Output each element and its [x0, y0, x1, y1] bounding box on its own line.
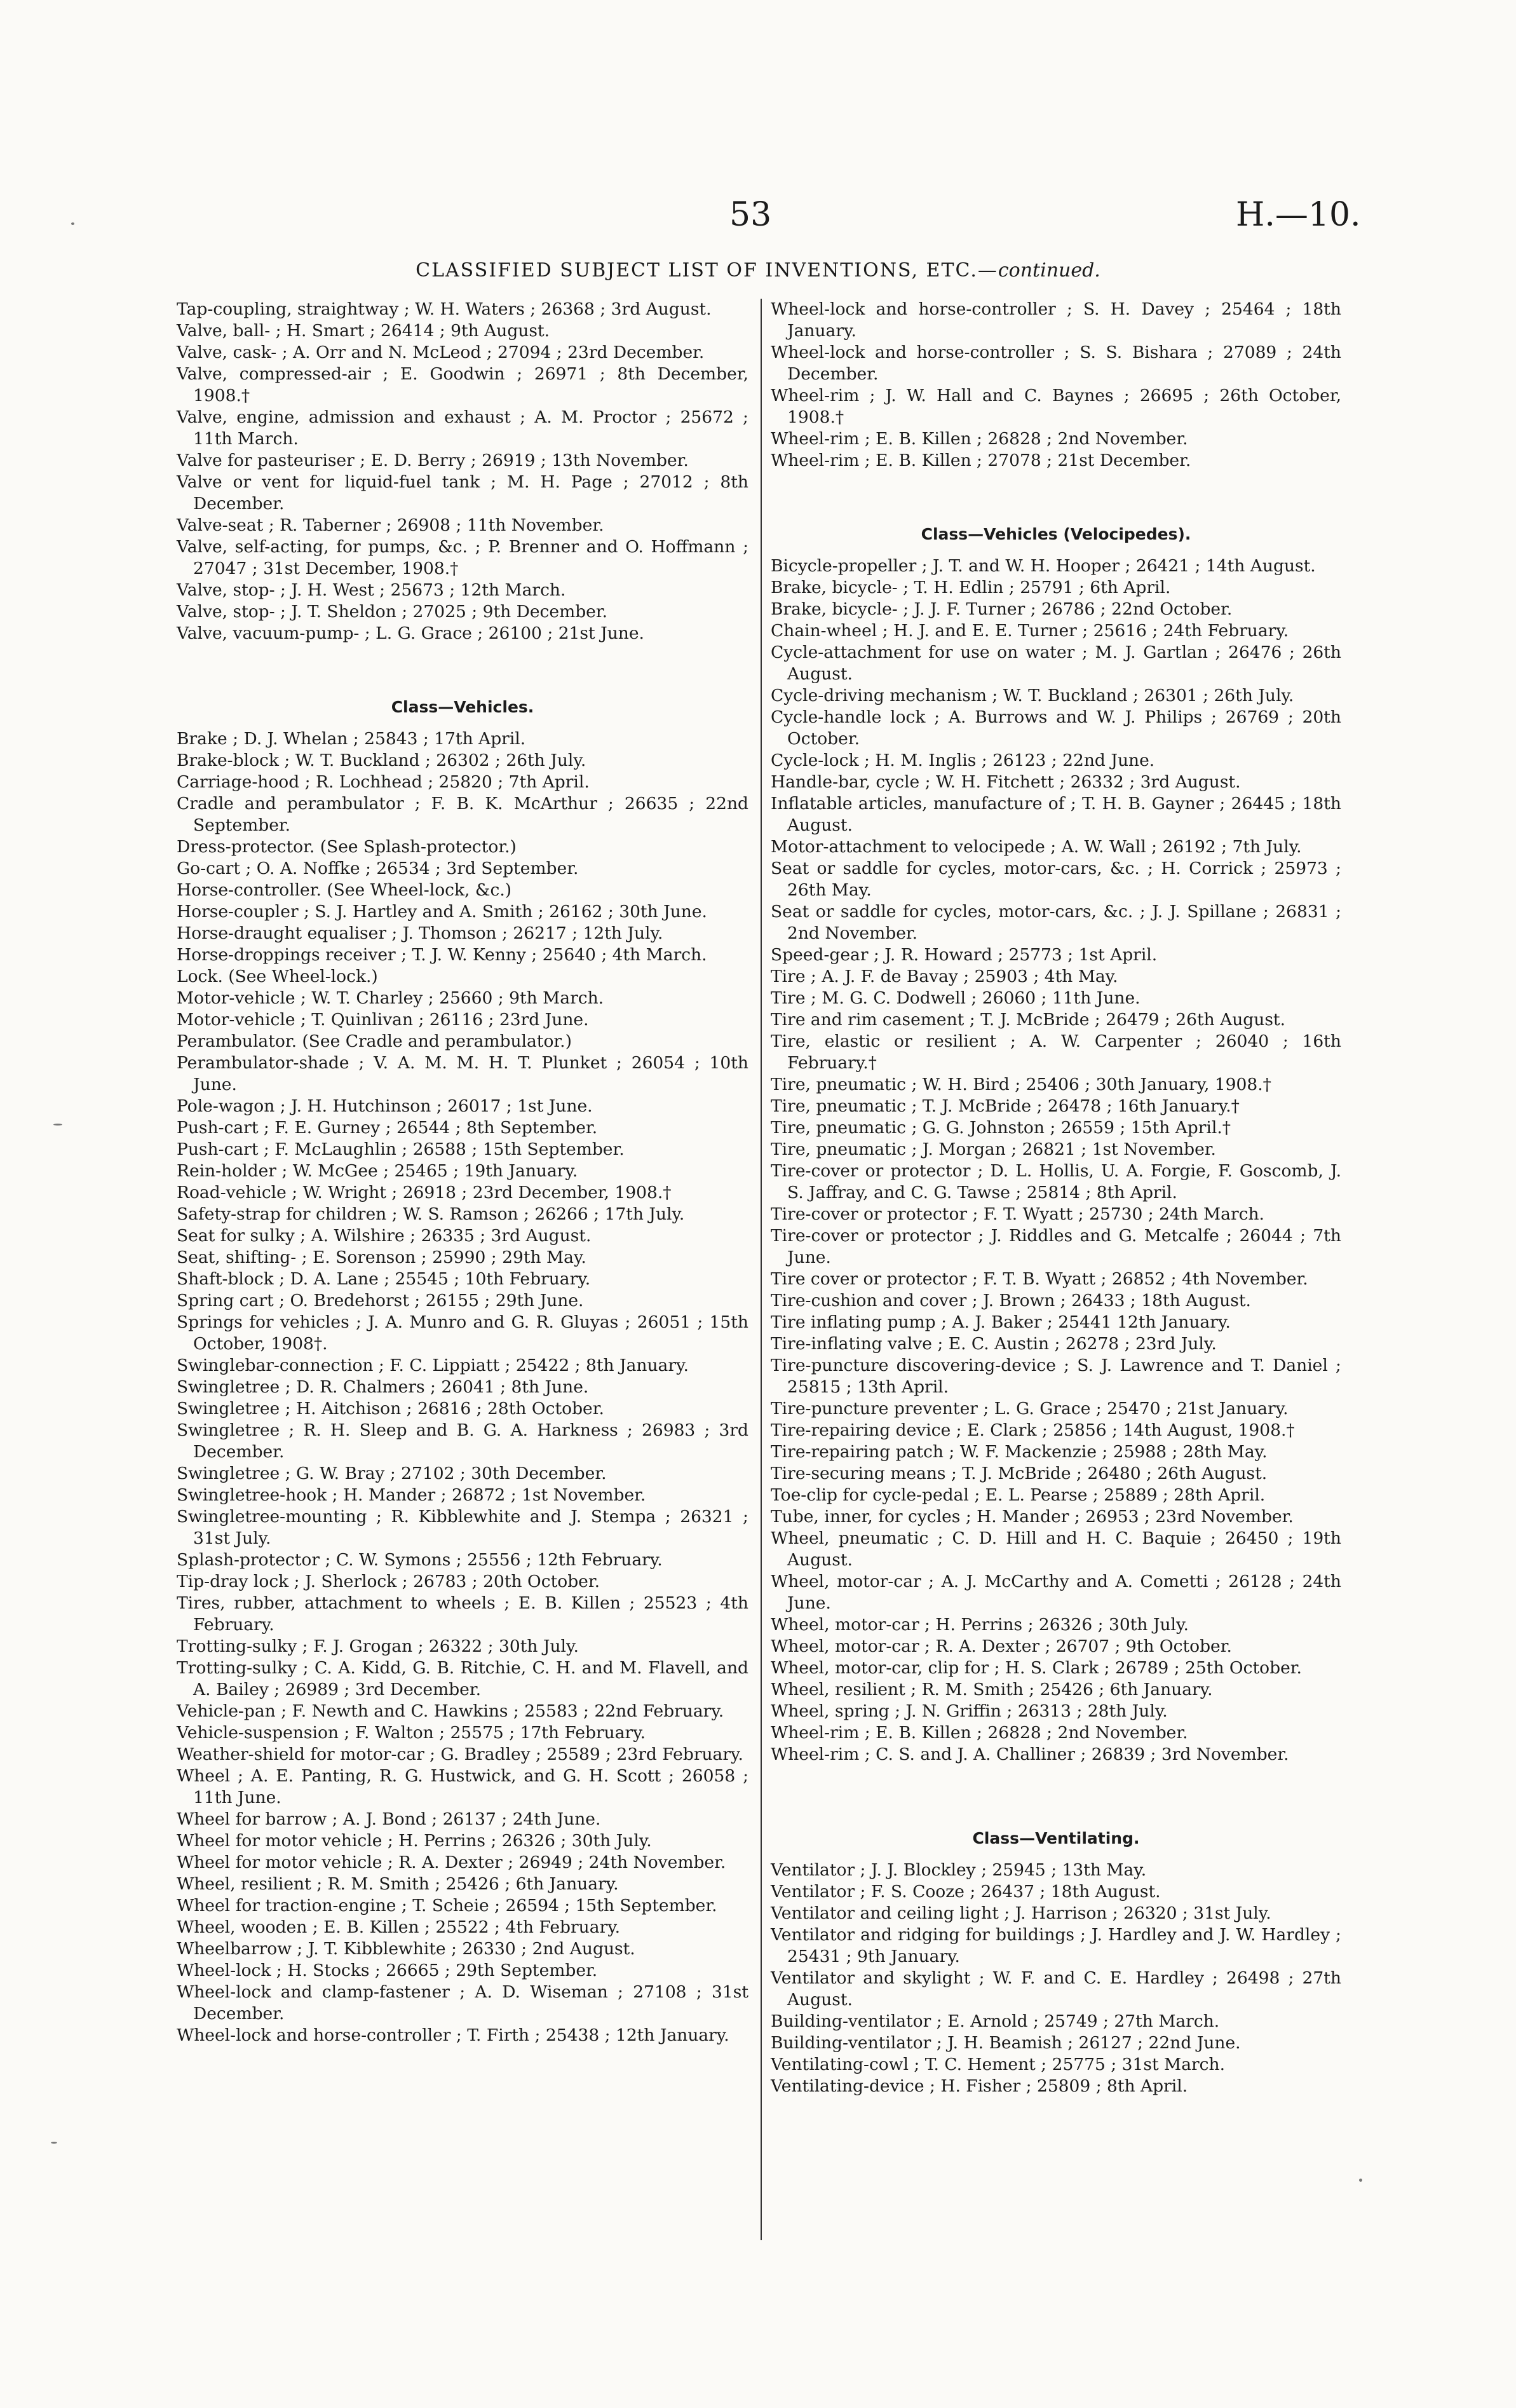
scan-speck	[1359, 2179, 1362, 2182]
list-entry: Wheel-rim ; C. S. and J. A. Challiner ; 26839 ; 3rd November.	[771, 1745, 1289, 1764]
list-entry: Tire, pneumatic ; J. Morgan ; 26821 ; 1st November.	[771, 1139, 1216, 1159]
list-entry: Tire-puncture discovering-device ; S. J. Lawrence and T. Daniel ; 25815 ; 13th April.	[771, 1356, 1341, 1397]
scan-speck	[53, 1124, 62, 1126]
list-entry: Push-cart ; F. E. Gurney ; 26544 ; 8th September.	[177, 1118, 598, 1138]
section-gap	[177, 644, 748, 680]
list-entry: Brake ; D. J. Whelan ; 25843 ; 17th April.	[177, 729, 526, 749]
list-entry: Swingletree-hook ; H. Mander ; 26872 ; 1st November.	[177, 1485, 646, 1505]
list-entry: Tire cover or protector ; F. T. B. Wyatt ; 26852 ; 4th November.	[771, 1269, 1308, 1289]
list-entry: Wheel-lock and horse-controller ; S. S. Bishara ; 27089 ; 24th December.	[771, 343, 1341, 384]
list-entry: Wheelbarrow ; J. T. Kibblewhite ; 26330 ; 2nd August.	[177, 1939, 635, 1959]
list-entry: Brake-block ; W. T. Buckland ; 26302 ; 26th July.	[177, 751, 586, 770]
list-entry: Valve, compressed-air ; E. Goodwin ; 26971 ; 8th December, 1908.†	[177, 364, 748, 405]
list-entry: Wheel ; A. E. Panting, R. G. Hustwick, and G. H. Scott ; 26058 ; 11th June.	[177, 1766, 748, 1807]
list-entry: Tire-cover or protector ; D. L. Hollis, U. A. Forgie, F. Goscomb, J. S. Jaffray, and C. G. Tawse ; 25814 ; 8th April.	[771, 1161, 1341, 1202]
ventilating-list	[771, 1860, 1341, 2097]
list-entry: Valve, stop- ; J. H. West ; 25673 ; 12th March.	[177, 580, 566, 600]
scan-speck	[51, 2142, 57, 2144]
list-entry: Swinglebar-connection ; F. C. Lippiatt ; 25422 ; 8th January.	[177, 1356, 689, 1375]
list-entry: Wheel-rim ; J. W. Hall and C. Baynes ; 26695 ; 26th October, 1908.†	[771, 386, 1341, 427]
list-entry: Valve, self-acting, for pumps, &c. ; P. Brenner and O. Hoffmann ; 27047 ; 31st December, 1908.†	[177, 537, 748, 578]
list-entry: Tire-puncture preventer ; L. G. Grace ; 25470 ; 21st January.	[771, 1399, 1289, 1418]
list-entry: Seat or saddle for cycles, motor-cars, &c. ; H. Corrick ; 25973 ; 26th May.	[771, 859, 1341, 900]
report-reference: H.—10.	[1236, 196, 1361, 234]
list-entry: Ventilating-cowl ; T. C. Hement ; 25775 ; 31st March.	[771, 2055, 1225, 2074]
list-entry: Ventilator and ceiling light ; J. Harrison ; 26320 ; 31st July.	[771, 1903, 1271, 1923]
list-entry: Weather-shield for motor-car ; G. Bradley ; 25589 ; 23rd February.	[177, 1745, 743, 1764]
class-heading-ventilating: Class—Ventilating.	[972, 1829, 1140, 1847]
list-entry: Road-vehicle ; W. Wright ; 26918 ; 23rd December, 1908.†	[177, 1183, 672, 1202]
list-entry: Cycle-attachment for use on water ; M. J. Gartlan ; 26476 ; 26th August.	[771, 643, 1341, 684]
list-entry: Tip-dray lock ; J. Sherlock ; 26783 ; 20th October.	[177, 1572, 600, 1591]
running-head	[0, 259, 1516, 282]
list-entry: Motor-vehicle ; W. T. Charley ; 25660 ; 9th March.	[177, 988, 604, 1008]
list-entry: Horse-draught equaliser ; J. Thomson ; 26217 ; 12th July.	[177, 923, 663, 943]
list-entry: Valve, vacuum-pump- ; L. G. Grace ; 26100 ; 21st June.	[177, 623, 644, 643]
list-entry: Wheel for motor vehicle ; R. A. Dexter ; 26949 ; 24th November.	[177, 1853, 726, 1872]
right-intro-list	[771, 299, 1341, 472]
list-entry: Wheel for traction-engine ; T. Scheie ; 26594 ; 15th September.	[177, 1896, 717, 1915]
list-entry: Wheel-lock and horse-controller ; S. H. Davey ; 25464 ; 18th January.	[771, 299, 1341, 341]
list-entry: Tire-repairing patch ; W. F. Mackenzie ; 25988 ; 28th May.	[771, 1442, 1268, 1462]
list-entry: Building-ventilator ; J. H. Beamish ; 26127 ; 22nd June.	[771, 2033, 1241, 2053]
list-entry: Wheel-rim ; E. B. Killen ; 27078 ; 21st December.	[771, 451, 1191, 470]
list-entry: Carriage-hood ; R. Lochhead ; 25820 ; 7th April.	[177, 772, 590, 792]
list-entry: Springs for vehicles ; J. A. Munro and G. R. Gluyas ; 26051 ; 15th October, 1908†.	[177, 1312, 748, 1354]
list-entry: Tire inflating pump ; A. J. Baker ; 25441 12th January.	[771, 1312, 1231, 1332]
list-entry: Horse-coupler ; S. J. Hartley and A. Smith ; 26162 ; 30th June.	[177, 902, 707, 922]
list-entry: Swingletree-mounting ; R. Kibblewhite and J. Stempa ; 26321 ; 31st July.	[177, 1507, 748, 1548]
list-entry: Ventilator ; F. S. Cooze ; 26437 ; 18th August.	[771, 1882, 1161, 1901]
list-entry: Trotting-sulky ; C. A. Kidd, G. B. Ritchie, C. H. and M. Flavell, and A. Bailey ; 26989 ; 3rd December.	[177, 1658, 748, 1699]
list-entry: Speed-gear ; J. R. Howard ; 25773 ; 1st April.	[771, 945, 1158, 965]
list-entry: Perambulator-shade ; V. A. M. M. H. T. Plunket ; 26054 ; 10th June.	[177, 1053, 748, 1094]
list-entry: Ventilator and skylight ; W. F. and C. E. Hardley ; 26498 ; 27th August.	[771, 1968, 1341, 2010]
list-entry: Swingletree ; R. H. Sleep and B. G. A. Harkness ; 26983 ; 3rd December.	[177, 1420, 748, 1462]
list-entry: Inflatable articles, manufacture of ; T. H. B. Gayner ; 26445 ; 18th August.	[771, 794, 1341, 835]
list-entry: Motor-vehicle ; T. Quinlivan ; 26116 ; 23rd June.	[177, 1010, 589, 1030]
list-entry: Wheel, resilient ; R. M. Smith ; 25426 ; 6th January.	[771, 1680, 1213, 1699]
list-entry: Tire ; M. G. C. Dodwell ; 26060 ; 11th June.	[771, 988, 1140, 1008]
left-column	[177, 299, 748, 2046]
list-entry: Tire-cover or protector ; F. T. Wyatt ; 25730 ; 24th March.	[771, 1204, 1264, 1224]
list-entry: Tire, elastic or resilient ; A. W. Carpenter ; 26040 ; 16th February.†	[771, 1031, 1341, 1073]
list-entry: Cycle-lock ; H. M. Inglis ; 26123 ; 22nd June.	[771, 751, 1155, 770]
list-entry: Splash-protector ; C. W. Symons ; 25556 ; 12th February.	[177, 1550, 663, 1570]
list-entry: Tire-cushion and cover ; J. Brown ; 26433 ; 18th August.	[771, 1291, 1251, 1310]
list-entry: Rein-holder ; W. McGee ; 25465 ; 19th January.	[177, 1161, 578, 1181]
page-number: 53	[729, 196, 772, 234]
list-entry: Seat or saddle for cycles, motor-cars, &c. ; J. J. Spillane ; 26831 ; 2nd November.	[771, 902, 1341, 943]
list-entry: Valve, cask- ; A. Orr and N. McLeod ; 27094 ; 23rd December.	[177, 343, 705, 362]
column-divider	[761, 299, 762, 2240]
list-entry: Bicycle-propeller ; J. T. and W. H. Hooper ; 26421 ; 14th August.	[771, 556, 1316, 576]
list-entry: Cycle-handle lock ; A. Burrows and W. J. Philips ; 26769 ; 20th October.	[771, 707, 1341, 749]
list-entry: Dress-protector. (See Splash-protector.)	[177, 837, 517, 857]
list-entry: Ventilator and ridging for buildings ; J. Hardley and J. W. Hardley ; 25431 ; 9th January.	[771, 1925, 1341, 1966]
left-intro-list	[177, 299, 748, 644]
list-entry: Seat, shifting- ; E. Sorenson ; 25990 ; 29th May.	[177, 1248, 586, 1267]
list-entry: Seat for sulky ; A. Wilshire ; 26335 ; 3rd August.	[177, 1226, 592, 1246]
list-entry: Tires, rubber, attachment to wheels ; E. B. Killen ; 25523 ; 4th February.	[177, 1593, 748, 1635]
list-entry: Wheel for barrow ; A. J. Bond ; 26137 ; 24th June.	[177, 1809, 601, 1829]
list-entry: Motor-attachment to velocipede ; A. W. Wall ; 26192 ; 7th July.	[771, 837, 1302, 857]
list-entry: Wheel-lock and horse-controller ; T. Firth ; 25438 ; 12th January.	[177, 2025, 729, 2045]
list-entry: Wheel-rim ; E. B. Killen ; 26828 ; 2nd November.	[771, 1723, 1188, 1743]
list-entry: Lock. (See Wheel-lock.)	[177, 967, 378, 986]
scan-speck	[71, 222, 74, 225]
list-entry: Tire-inflating valve ; E. C. Austin ; 26278 ; 23rd July.	[771, 1334, 1217, 1354]
right-column	[771, 299, 1341, 2097]
list-entry: Building-ventilator ; E. Arnold ; 25749 ; 27th March.	[771, 2011, 1220, 2031]
list-entry: Cradle and perambulator ; F. B. K. McArthur ; 26635 ; 22nd September.	[177, 794, 748, 835]
list-entry: Swingletree ; G. W. Bray ; 27102 ; 30th December.	[177, 1464, 607, 1483]
list-entry: Brake, bicycle- ; J. J. F. Turner ; 26786 ; 22nd October.	[771, 599, 1233, 619]
section-gap	[771, 1765, 1341, 1811]
list-entry: Trotting-sulky ; F. J. Grogan ; 26322 ; 30th July.	[177, 1636, 579, 1656]
vehicles-list	[177, 728, 748, 2046]
list-entry: Toe-clip for cycle-pedal ; E. L. Pearse ; 25889 ; 28th April.	[771, 1485, 1266, 1505]
list-entry: Go-cart ; O. A. Noffke ; 26534 ; 3rd September.	[177, 859, 579, 878]
list-entry: Wheel-rim ; E. B. Killen ; 26828 ; 2nd November.	[771, 429, 1188, 449]
list-entry: Valve or vent for liquid-fuel tank ; M. H. Page ; 27012 ; 8th December.	[177, 472, 748, 514]
list-entry: Valve-seat ; R. Taberner ; 26908 ; 11th November.	[177, 515, 604, 535]
list-entry: Wheel, pneumatic ; C. D. Hill and H. C. Baquie ; 26450 ; 19th August.	[771, 1528, 1341, 1570]
list-entry: Wheel, motor-car ; H. Perrins ; 26326 ; 30th July.	[771, 1615, 1189, 1635]
list-entry: Tire ; A. J. F. de Bavay ; 25903 ; 4th May.	[771, 967, 1118, 986]
list-entry: Vehicle-suspension ; F. Walton ; 25575 ; 17th February.	[177, 1723, 646, 1743]
list-entry: Valve for pasteuriser ; E. D. Berry ; 26919 ; 13th November.	[177, 451, 689, 470]
list-entry: Wheel-lock ; H. Stocks ; 26665 ; 29th September.	[177, 1961, 598, 1980]
list-entry: Wheel, spring ; J. N. Griffin ; 26313 ; 28th July.	[771, 1701, 1168, 1721]
list-entry: Tire, pneumatic ; W. H. Bird ; 25406 ; 30th January, 1908.†	[771, 1075, 1271, 1094]
list-entry: Wheel for motor vehicle ; H. Perrins ; 26326 ; 30th July.	[177, 1831, 652, 1851]
list-entry: Shaft-block ; D. A. Lane ; 25545 ; 10th February.	[177, 1269, 591, 1289]
list-entry: Handle-bar, cycle ; W. H. Fitchett ; 26332 ; 3rd August.	[771, 772, 1241, 792]
list-entry: Wheel, motor-car ; A. J. McCarthy and A. Cometti ; 26128 ; 24th June.	[771, 1572, 1341, 1613]
list-entry: Wheel, wooden ; E. B. Killen ; 25522 ; 4th February.	[177, 1917, 621, 1937]
list-entry: Push-cart ; F. McLaughlin ; 26588 ; 15th September.	[177, 1139, 625, 1159]
running-head-title: CLASSIFIED SUBJECT LIST OF INVENTIONS, ETC.—	[416, 259, 998, 282]
list-entry: Valve, ball- ; H. Smart ; 26414 ; 9th August.	[177, 321, 550, 341]
list-entry: Brake, bicycle- ; T. H. Edlin ; 25791 ; 6th April.	[771, 578, 1171, 597]
velocipedes-list	[771, 555, 1341, 1765]
list-entry: Safety-strap for children ; W. S. Ramson ; 26266 ; 17th July.	[177, 1204, 685, 1224]
list-entry: Horse-controller. (See Wheel-lock, &c.)	[177, 880, 512, 900]
list-entry: Valve, stop- ; J. T. Sheldon ; 27025 ; 9th December.	[177, 602, 608, 622]
list-entry: Spring cart ; O. Bredehorst ; 26155 ; 29th June.	[177, 1291, 584, 1310]
class-heading-vehicles: Class—Vehicles.	[391, 698, 534, 716]
list-entry: Cycle-driving mechanism ; W. T. Buckland ; 26301 ; 26th July.	[771, 686, 1294, 705]
section-gap	[771, 472, 1341, 507]
running-head-continued: continued.	[998, 259, 1100, 282]
list-entry: Wheel, motor-car ; R. A. Dexter ; 26707 ; 9th October.	[771, 1636, 1232, 1656]
list-entry: Vehicle-pan ; F. Newth and C. Hawkins ; 25583 ; 22nd February.	[177, 1701, 724, 1721]
list-entry: Valve, engine, admission and exhaust ; A. M. Proctor ; 25672 ; 11th March.	[177, 407, 748, 449]
list-entry: Swingletree ; H. Aitchison ; 26816 ; 28th October.	[177, 1399, 604, 1418]
list-entry: Wheel, resilient ; R. M. Smith ; 25426 ; 6th January.	[177, 1874, 619, 1894]
list-entry: Wheel, motor-car, clip for ; H. S. Clark ; 26789 ; 25th October.	[771, 1658, 1302, 1678]
list-entry: Horse-droppings receiver ; T. J. W. Kenny ; 25640 ; 4th March.	[177, 945, 707, 965]
list-entry: Tire, pneumatic ; T. J. McBride ; 26478 ; 16th January.†	[771, 1096, 1240, 1116]
list-entry: Tire and rim casement ; T. J. McBride ; 26479 ; 26th August.	[771, 1010, 1285, 1030]
list-entry: Wheel-lock and clamp-fastener ; A. D. Wiseman ; 27108 ; 31st December.	[177, 1982, 748, 2024]
class-heading-velocipedes: Class—Vehicles (Velocipedes).	[921, 525, 1191, 543]
list-entry: Chain-wheel ; H. J. and E. E. Turner ; 25616 ; 24th February.	[771, 621, 1289, 641]
list-entry: Swingletree ; D. R. Chalmers ; 26041 ; 8th June.	[177, 1377, 589, 1397]
list-entry: Ventilator ; J. J. Blockley ; 25945 ; 13th May.	[771, 1860, 1147, 1880]
list-entry: Pole-wagon ; J. H. Hutchinson ; 26017 ; 1st June.	[177, 1096, 593, 1116]
list-entry: Tube, inner, for cycles ; H. Mander ; 26953 ; 23rd November.	[771, 1507, 1294, 1527]
list-entry: Tire, pneumatic ; G. G. Johnston ; 26559 ; 15th April.†	[771, 1118, 1231, 1138]
list-entry: Ventilating-device ; H. Fisher ; 25809 ; 8th April.	[771, 2076, 1188, 2096]
list-entry: Tire-cover or protector ; J. Riddles and G. Metcalfe ; 26044 ; 7th June.	[771, 1226, 1341, 1267]
list-entry: Tap-coupling, straightway ; W. H. Waters ; 26368 ; 3rd August.	[177, 299, 712, 319]
list-entry: Tire-securing means ; T. J. McBride ; 26480 ; 26th August.	[771, 1464, 1268, 1483]
list-entry: Perambulator. (See Cradle and perambulator.)	[177, 1031, 572, 1051]
list-entry: Tire-repairing device ; E. Clark ; 25856 ; 14th August, 1908.†	[771, 1420, 1295, 1440]
